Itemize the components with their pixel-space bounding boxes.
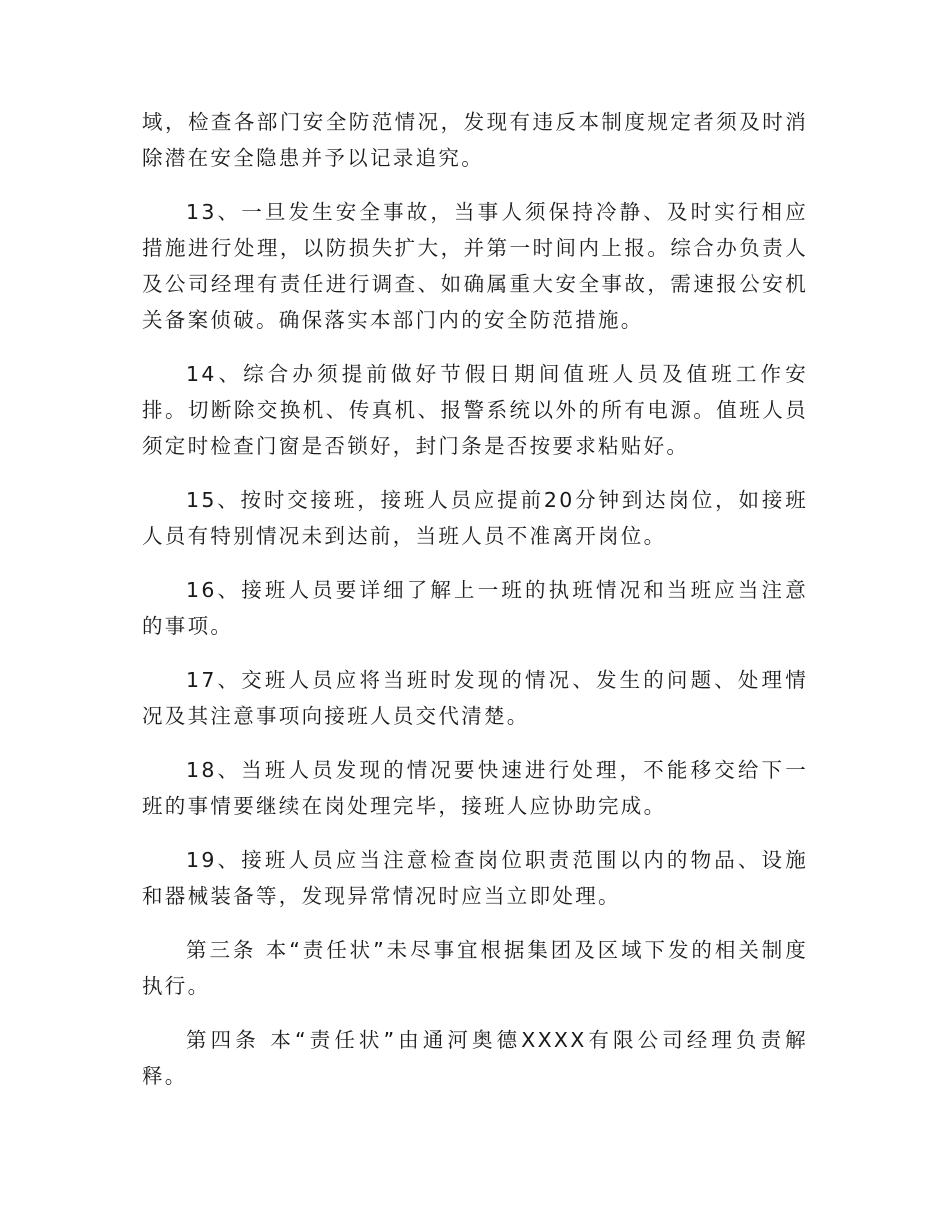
paragraph-item-18: 18、当班人员发现的情况要快速进行处理，不能移交给下一班的事情要继续在岗处理完毕，接班人应协助完成。	[142, 758, 808, 818]
paragraph-item-16: 16、接班人员要详细了解上一班的执班情况和当班应当注意的事项。	[142, 578, 808, 638]
document-body	[142, 104, 808, 1112]
paragraph-item-19: 19、接班人员应当注意检查岗位职责范围以内的物品、设施和器械装备等，发现异常情况时应当立即处理。	[142, 848, 808, 908]
paragraph-item-14: 14、综合办须提前做好节假日期间值班人员及值班工作安排。切断除交换机、传真机、报警系统以外的所有电源。值班人员须定时检查门窗是否锁好，封门条是否按要求粘贴好。	[142, 362, 808, 458]
paragraph-item-15: 15、按时交接班，接班人员应提前20分钟到达岗位，如接班人员有特别情况未到达前，当班人员不准离开岗位。	[142, 488, 808, 548]
paragraph-item-17: 17、交班人员应将当班时发现的情况、发生的问题、处理情况及其注意事项向接班人员交代清楚。	[142, 668, 808, 728]
paragraph-article-3: 第三条 本“责任状”未尽事宜根据集团及区域下发的相关制度执行。	[142, 938, 808, 998]
paragraph-item-13: 13、一旦发生安全事故，当事人须保持冷静、及时实行相应措施进行处理，以防损失扩大，并第一时间内上报。综合办负责人及公司经理有责任进行调查、如确属重大安全事故，需速报公安机关备案侦破。确保落实本部门内的安全防范措施。	[142, 200, 808, 332]
paragraph-article-4: 第四条 本“责任状”由通河奥德XXXX有限公司经理负责解释。	[142, 1028, 808, 1088]
paragraph-continuation: 域，检查各部门安全防范情况，发现有违反本制度规定者须及时消除潜在安全隐患并予以记录追究。	[142, 110, 808, 170]
